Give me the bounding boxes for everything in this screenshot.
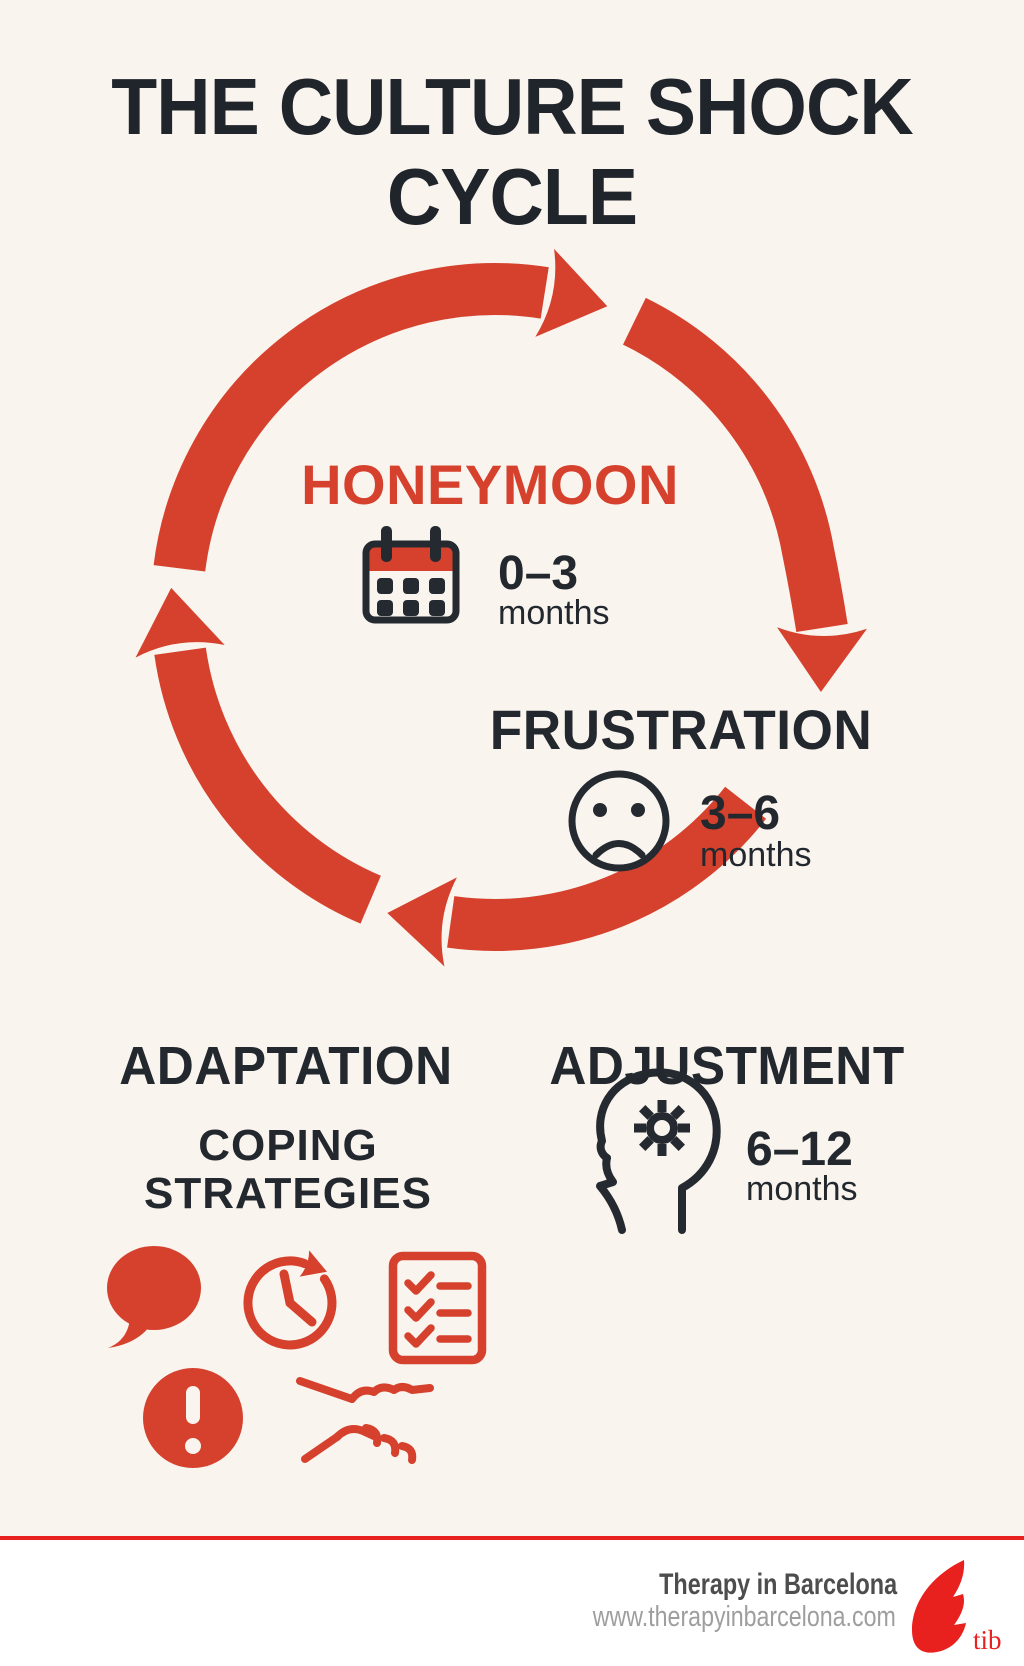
stage-label-adjustment: ADJUSTMENT bbox=[549, 1036, 905, 1096]
clock-refresh-icon bbox=[248, 1250, 332, 1345]
stage-label-frustration: FRUSTRATION bbox=[489, 698, 873, 761]
stage-unit-frustration: months bbox=[700, 836, 812, 874]
adaptation-subtitle-line2: STRATEGIES bbox=[144, 1169, 432, 1218]
logo-text: tib bbox=[973, 1625, 1002, 1655]
footer-brand-name: Therapy in Barcelona bbox=[659, 1568, 897, 1601]
sad-face-icon bbox=[572, 774, 666, 868]
stage-duration-adjustment: 6–12 bbox=[746, 1123, 853, 1176]
arrowhead-top bbox=[535, 249, 616, 350]
arrowhead-bottom bbox=[381, 868, 457, 966]
feather-logo-icon bbox=[912, 1560, 966, 1653]
stage-unit-adjustment: months bbox=[746, 1170, 858, 1208]
footer-website-url: www.therapyinbarcelona.com bbox=[592, 1601, 896, 1633]
stage-label-honeymoon: HONEYMOON bbox=[301, 453, 679, 516]
handshake-icon bbox=[300, 1381, 430, 1460]
arrowhead-left bbox=[127, 582, 225, 658]
page-title bbox=[31, 62, 994, 242]
arrowhead-right bbox=[776, 627, 867, 693]
adaptation-subtitle-line1: COPING bbox=[198, 1121, 378, 1170]
adaptation-subtitle bbox=[38, 1122, 538, 1218]
page-title-line2: CYCLE bbox=[386, 152, 638, 241]
calendar-icon bbox=[366, 526, 456, 620]
checklist-icon bbox=[393, 1256, 482, 1360]
exclamation-icon bbox=[143, 1368, 243, 1468]
cycle-arc-left bbox=[180, 651, 371, 899]
stage-label-adaptation: ADAPTATION bbox=[119, 1036, 453, 1096]
stage-duration-honeymoon: 0–3 bbox=[498, 547, 579, 600]
speech-bubble-icon bbox=[107, 1246, 201, 1348]
tib-logo bbox=[912, 1560, 1002, 1655]
stage-unit-honeymoon: months bbox=[498, 594, 610, 632]
stage-duration-frustration: 3–6 bbox=[700, 787, 781, 840]
page-title-line1: THE CULTURE SHOCK bbox=[111, 62, 913, 151]
cycle-arc-top bbox=[179, 289, 544, 568]
